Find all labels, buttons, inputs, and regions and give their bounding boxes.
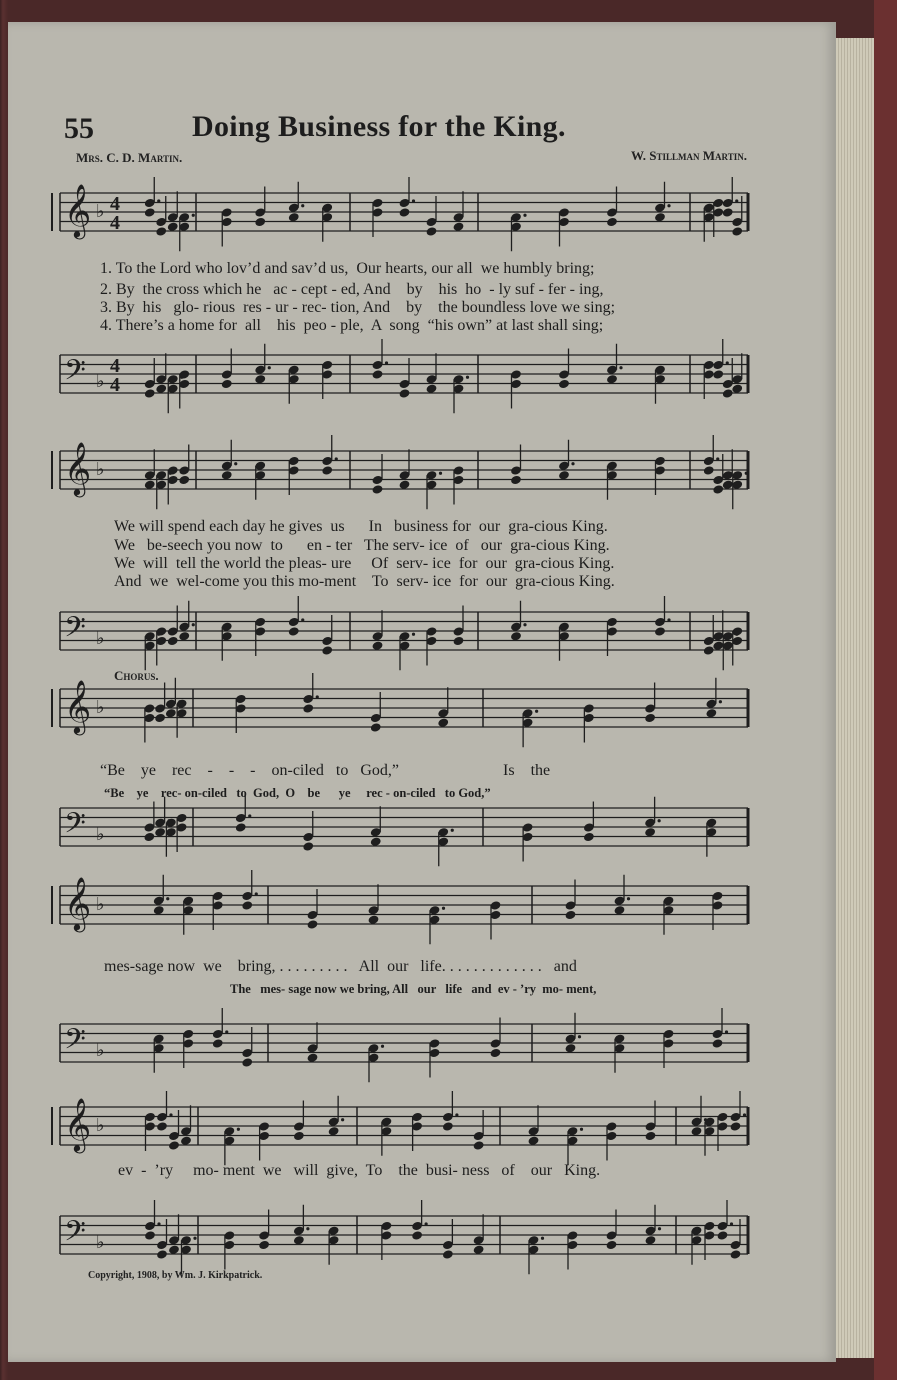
chorus-lyric-3: ev - ’ry mo- ment we will give, To the busi- ness of our King.: [118, 1162, 601, 1179]
key-flat: ♭: [96, 894, 105, 915]
note-head: [565, 910, 577, 921]
note-head: [241, 900, 253, 911]
note-head: [302, 703, 314, 714]
note-head: [712, 1038, 724, 1049]
note-dot: [439, 472, 442, 475]
note-dot: [658, 1227, 661, 1230]
note-dot: [385, 361, 388, 364]
note-dot: [571, 462, 574, 465]
chorus-bass-lyric-2: The mes- sage now we bring, All our life and ev - ’ry mo- ment,: [230, 982, 597, 996]
note-dot: [466, 376, 469, 379]
note-head: [241, 1057, 253, 1068]
note-head: [712, 484, 724, 495]
verse-line-4: 4. There’s a home for all his peo - ple, A song “his own” at last shall sing;: [100, 317, 604, 334]
note-dot: [627, 897, 630, 900]
note-head: [370, 722, 382, 733]
note-head: [645, 1131, 657, 1142]
key-flat: ♭: [96, 697, 105, 718]
note-dot: [225, 1030, 228, 1033]
key-flat: ♭: [96, 459, 105, 480]
time-signature: 4: [110, 355, 120, 377]
note-head: [703, 465, 715, 476]
note-dot: [658, 819, 661, 822]
note-head: [644, 713, 656, 724]
bass-clef: 𝄢: [64, 354, 86, 394]
note-head: [212, 1038, 224, 1049]
note-head: [722, 388, 734, 399]
key-flat: ♭: [96, 1232, 105, 1253]
note-dot: [716, 457, 719, 460]
copyright-notice: Copyright, 1908, by Wm. J. Kirkpatrick.: [88, 1270, 263, 1281]
note-dot: [541, 1237, 544, 1240]
key-flat: ♭: [96, 371, 105, 392]
chorus-lyric-2: mes-sage now we bring, . . . . . . . . . All our life. . . . . . . . . . . . . and: [104, 958, 577, 975]
note-dot: [412, 199, 415, 202]
note-head: [144, 207, 156, 218]
verse-line-8: And we wel-come you this mo-ment To serv- ice for our gra-cious King.: [114, 573, 615, 590]
time-signature: 4: [110, 212, 120, 234]
note-dot: [341, 1118, 344, 1121]
note-dot: [726, 361, 729, 364]
note-head: [399, 388, 411, 399]
key-flat: ♭: [96, 628, 105, 649]
note-dot: [192, 214, 195, 217]
note-head: [730, 1249, 742, 1260]
bass-clef: 𝄢: [64, 1023, 86, 1063]
note-head: [288, 626, 300, 637]
note-dot: [425, 1222, 428, 1225]
note-head: [154, 713, 166, 724]
note-dot: [743, 1113, 746, 1116]
key-flat: ♭: [96, 1115, 105, 1136]
verse-line-6: We be-seech you now to en - ter The serv- ice of our gra-cious King.: [114, 537, 610, 554]
note-head: [372, 484, 384, 495]
note-head: [168, 1140, 180, 1151]
note-dot: [157, 1222, 160, 1225]
hymn-title: Doing Business for the King.: [192, 110, 566, 143]
treble-clef: 𝄞: [64, 1097, 92, 1151]
note-head: [144, 388, 156, 399]
note-head: [411, 1230, 423, 1241]
note-head: [426, 226, 438, 237]
note-head: [510, 475, 522, 486]
note-dot: [381, 1045, 384, 1048]
note-dot: [255, 892, 258, 895]
note-head: [442, 1249, 454, 1260]
note-dot: [535, 710, 538, 713]
note-head: [321, 645, 333, 656]
note-head: [442, 1121, 454, 1132]
note-head: [235, 822, 247, 833]
treble-clef: 𝄞: [64, 183, 92, 237]
treble-clef: 𝄞: [64, 441, 92, 495]
note-head: [302, 841, 314, 852]
note-dot: [442, 907, 445, 910]
note-head: [583, 832, 595, 843]
key-flat: ♭: [96, 201, 105, 222]
note-dot: [451, 829, 454, 832]
note-dot: [578, 1035, 581, 1038]
note-dot: [248, 814, 251, 817]
bass-clef: 𝄢: [64, 1215, 86, 1255]
note-dot: [193, 1237, 196, 1240]
key-flat: ♭: [96, 1040, 105, 1061]
note-dot: [301, 204, 304, 207]
note-dot: [301, 618, 304, 621]
note-head: [156, 1249, 168, 1260]
key-flat: ♭: [96, 824, 105, 845]
bass-clef: 𝄢: [64, 611, 86, 651]
note-head: [453, 636, 465, 647]
note-dot: [166, 897, 169, 900]
note-dot: [169, 1113, 172, 1116]
time-signature: 4: [110, 374, 120, 396]
note-dot: [667, 204, 670, 207]
note-head: [731, 226, 743, 237]
note-head: [730, 1121, 742, 1132]
note-dot: [234, 462, 237, 465]
composer-credit: W. Stillman Martin.: [631, 148, 747, 163]
note-dot: [667, 618, 670, 621]
note-head: [654, 626, 666, 637]
note-head: [703, 645, 715, 656]
verse-line-7: We will tell the world the pleas- ure Of serv- ice for our gra-cious King.: [114, 555, 615, 572]
chorus-label: Chorus.: [114, 668, 159, 683]
note-dot: [725, 1030, 728, 1033]
note-dot: [523, 214, 526, 217]
note-head: [143, 832, 155, 843]
note-head: [155, 226, 167, 237]
note-head: [473, 1140, 485, 1151]
note-dot: [268, 366, 271, 369]
note-dot: [735, 199, 738, 202]
note-head: [258, 1240, 270, 1251]
note-dot: [316, 695, 319, 698]
note-head: [717, 1230, 729, 1241]
note-head: [221, 379, 233, 390]
verse-line-3: 3. By his glo- rious res - ur - rec- tion, And by the boundless love we sing;: [100, 299, 616, 316]
note-dot: [580, 1128, 583, 1131]
note-dot: [237, 1128, 240, 1131]
hymn-number: 55: [64, 112, 94, 145]
note-dot: [719, 700, 722, 703]
verse-line-1: 1. To the Lord who lov’d and sav’d us, Our hearts, our all we humbly bring;: [100, 260, 595, 277]
note-dot: [619, 366, 622, 369]
note-head: [156, 1121, 168, 1132]
note-head: [293, 1131, 305, 1142]
note-dot: [730, 1222, 733, 1225]
note-dot: [157, 199, 160, 202]
bass-clef: 𝄢: [64, 807, 86, 847]
note-dot: [335, 457, 338, 460]
note-head: [321, 465, 333, 476]
note-head: [490, 1048, 502, 1059]
note-head: [254, 217, 266, 228]
note-dot: [455, 1113, 458, 1116]
note-head: [178, 475, 190, 486]
note-head: [722, 207, 734, 218]
note-head: [372, 369, 384, 380]
verse-line-5: We will spend each day he gives us In business for our gra-cious King.: [114, 518, 608, 535]
note-head: [606, 1240, 618, 1251]
note-dot: [523, 623, 526, 626]
note-head: [558, 379, 570, 390]
chorus-bass-lyric-1: “Be ye rec- on-ciled to God, O be ye rec - on-ciled to God,”: [104, 786, 491, 800]
note-head: [144, 1230, 156, 1241]
note-head: [307, 919, 319, 930]
note-head: [606, 217, 618, 228]
note-dot: [412, 633, 415, 636]
note-head: [399, 207, 411, 218]
treble-clef: 𝄞: [64, 876, 92, 930]
note-head: [167, 636, 179, 647]
note-dot: [745, 472, 748, 475]
note-dot: [192, 623, 195, 626]
lyricist-credit: Mrs. C. D. Martin.: [76, 150, 183, 165]
chorus-lyric-1: “Be ye rec - - - on-ciled to God,” Is the: [100, 762, 551, 779]
time-signature: 4: [110, 193, 120, 215]
verse-line-2: 2. By the cross which he ac - cept - ed, And by his ho - ly suf - fer - ing,: [100, 281, 604, 298]
note-dot: [306, 1227, 309, 1230]
treble-clef: 𝄞: [64, 679, 92, 733]
note-head: [712, 369, 724, 380]
